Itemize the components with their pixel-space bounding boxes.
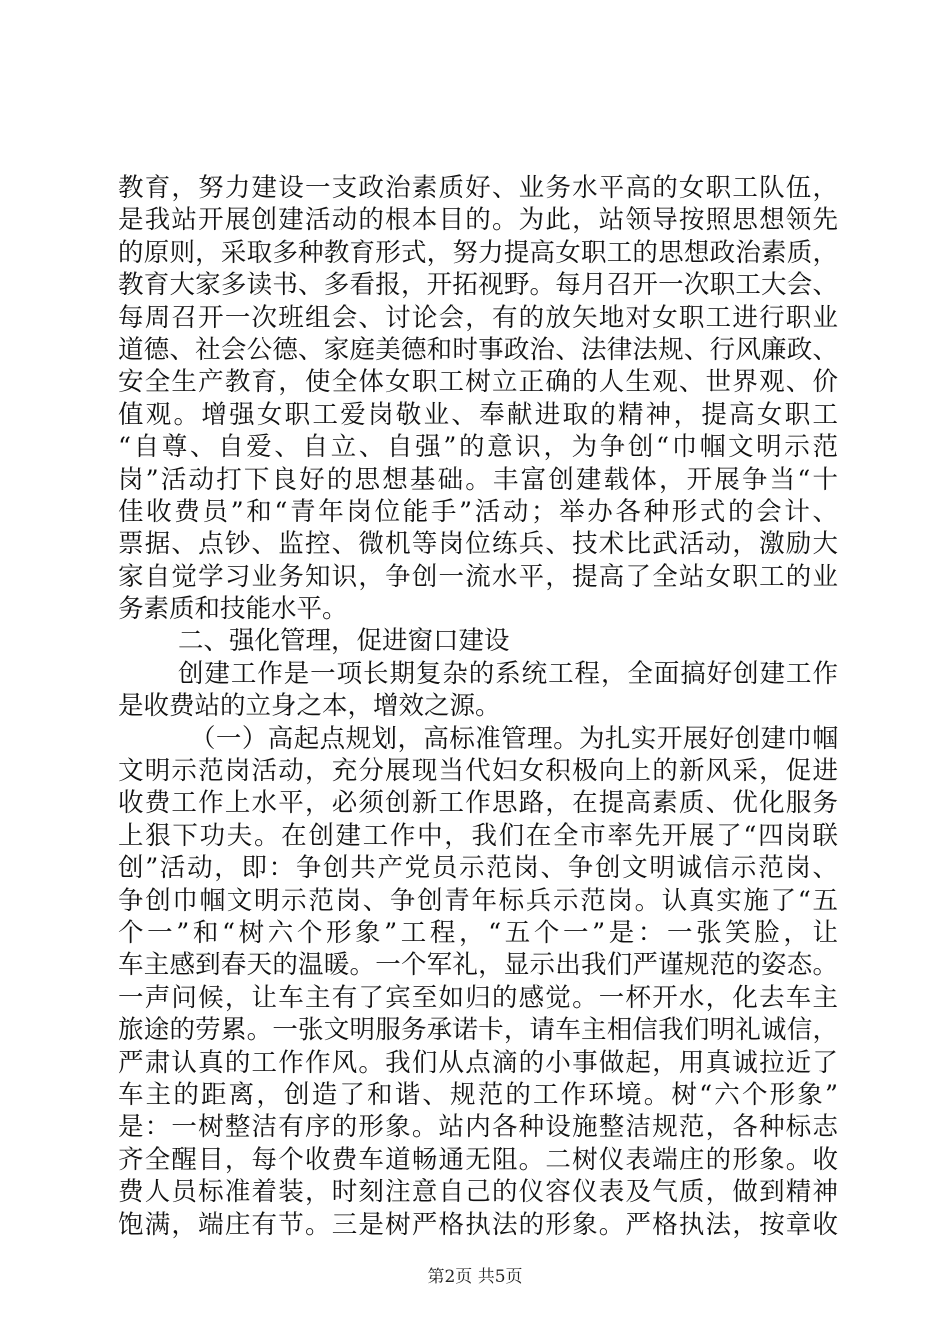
text-line: 齐全醒目，每个收费车道畅通无阻。二树仪表端庄的形象。收	[118, 1144, 838, 1175]
text-line: 岗”活动打下良好的思想基础。丰富创建载体，开展争当“十	[118, 464, 838, 495]
text-line: 创建工作是一项长期复杂的系统工程，全面搞好创建工作	[178, 658, 838, 689]
section-heading: 二、强化管理，促进窗口建设	[178, 626, 510, 657]
text-line: 值观。增强女职工爱岗敬业、奉献进取的精神，提高女职工	[118, 399, 838, 430]
text-line: 饱满，端庄有节。三是树严格执法的形象。严格执法，按章收	[118, 1209, 838, 1240]
text-line: 每周召开一次班组会、讨论会，有的放矢地对女职工进行职业	[118, 302, 838, 333]
text-line: 争创巾帼文明示范岗、争创青年标兵示范岗。认真实施了“五	[118, 885, 838, 916]
page-footer: 第2页 共5页	[427, 1267, 523, 1287]
text-line: 务素质和技能水平。	[118, 594, 348, 625]
text-line: 收费工作上水平，必须创新工作思路，在提高素质、优化服务	[118, 788, 838, 819]
text-line: 费人员标准着装，时刻注意自己的仪容仪表及气质，做到精神	[118, 1177, 838, 1208]
text-line: “自尊、自爱、自立、自强”的意识，为争创“巾帼文明示范	[118, 432, 838, 463]
text-line: 一声问候，让车主有了宾至如归的感觉。一杯开水，化去车主	[118, 982, 838, 1013]
text-line: 创”活动，即：争创共产党员示范岗、争创文明诚信示范岗、	[118, 853, 838, 884]
text-line: 个一”和“树六个形象”工程，“五个一”是：一张笑脸，让	[118, 917, 838, 948]
subsection-line: （一）高起点规划，高标准管理。为扎实开展好创建巾帼	[190, 723, 838, 754]
text-line: 是我站开展创建活动的根本目的。为此，站领导按照思想领先	[118, 205, 838, 236]
text-line: 是：一树整洁有序的形象。站内各种设施整洁规范，各种标志	[118, 1112, 838, 1143]
text-line: 是收费站的立身之本，增效之源。	[118, 691, 501, 722]
text-line: 票据、点钞、监控、微机等岗位练兵、技术比武活动，激励大	[118, 529, 838, 560]
text-line: 家自觉学习业务知识，争创一流水平，提高了全站女职工的业	[118, 561, 838, 592]
text-line: 教育，努力建设一支政治素质好、业务水平高的女职工队伍，	[118, 173, 838, 203]
body-text	[118, 172, 838, 1241]
text-line: 安全生产教育，使全体女职工树立正确的人生观、世界观、价	[118, 367, 838, 398]
text-line: 文明示范岗活动，充分展现当代妇女积极向上的新风采，促进	[118, 756, 838, 787]
text-line: 的原则，采取多种教育形式，努力提高女职工的思想政治素质，	[118, 237, 838, 268]
text-line: 旅途的劳累。一张文明服务承诺卡，请车主相信我们明礼诚信，	[118, 1015, 838, 1046]
text-line: 车主的距离，创造了和谐、规范的工作环境。树“六个形象”	[118, 1079, 838, 1110]
text-line: 车主感到春天的温暖。一个军礼，显示出我们严谨规范的姿态。	[118, 950, 838, 981]
text-line: 严肃认真的工作作风。我们从点滴的小事做起，用真诚拉近了	[118, 1047, 838, 1078]
text-line: 道德、社会公德、家庭美德和时事政治、法律法规、行风廉政、	[118, 334, 838, 365]
text-line: 上狠下功夫。在创建工作中，我们在全市率先开展了“四岗联	[118, 820, 838, 851]
text-line: 佳收费员”和“青年岗位能手”活动；举办各种形式的会计、	[118, 496, 838, 527]
text-line: 教育大家多读书、多看报，开拓视野。每月召开一次职工大会、	[118, 270, 838, 301]
